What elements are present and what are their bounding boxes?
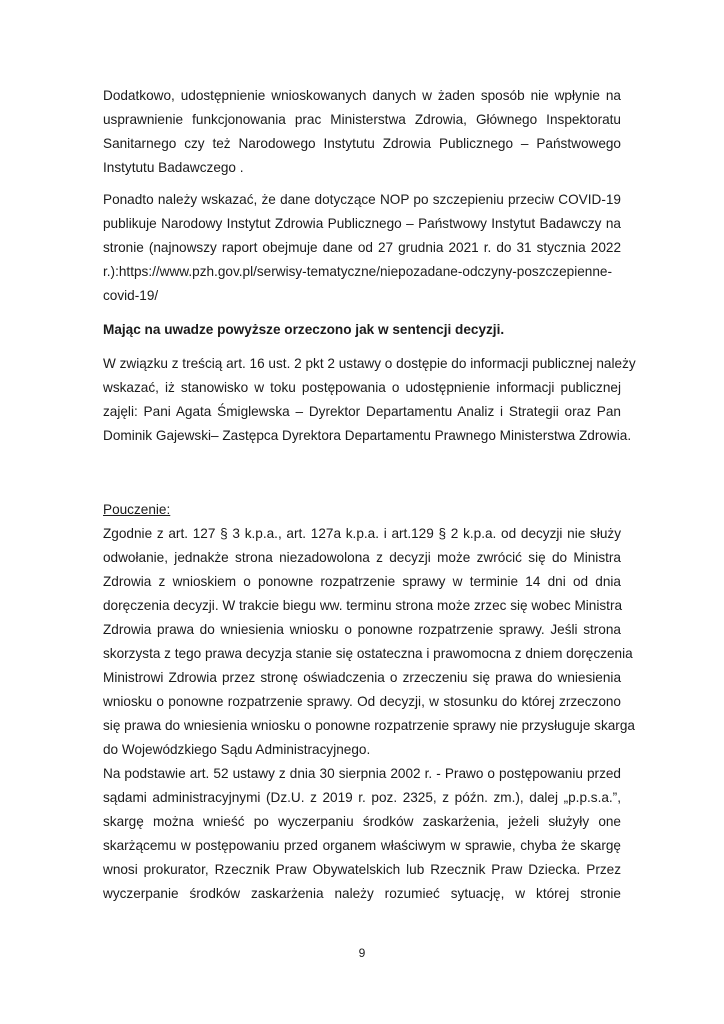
text-line: Na podstawie art. 52 ustawy z dnia 30 sierpnia 2002 r. - Prawo o postępowaniu przed	[103, 766, 621, 781]
text-line: wnosi prokurator, Rzecznik Praw Obywatelskich lub Rzecznik Praw Dziecka. Przez	[103, 862, 621, 877]
instruction-heading: Pouczenie:	[103, 502, 171, 517]
paragraph-nop-data	[103, 188, 621, 308]
paragraph-no-impact	[103, 84, 621, 180]
text-line: wniosku o ponowne rozpatrzenie sprawy. Od decyzji, w stosunku do której zrzeczono	[103, 694, 621, 709]
text-line: usprawnienie funkcjonowania prac Ministerstwa Zdrowia, Głównego Inspektoratu	[103, 112, 621, 127]
page-number: 9	[358, 946, 366, 960]
text-line: wskazać, iż stanowisko w toku postępowania o udostępnienie informacji publicznej	[103, 380, 621, 395]
text-line: zajęli: Pani Agata Śmiglewska – Dyrektor Departamentu Analiz i Strategii oraz Pan	[103, 404, 621, 419]
text-line: Ministrowi Zdrowia przez stronę oświadczenia o zrzeczeniu się prawa do wniesienia	[103, 670, 621, 685]
text-line: Instytutu Badawczego .	[103, 160, 244, 175]
text-line: sądami administracyjnymi (Dz.U. z 2019 r. poz. 2325, z późn. zm.), dalej „p.p.s.a.”,	[103, 790, 621, 805]
text-line: Sanitarnego czy też Narodowego Instytutu Zdrowia Publicznego – Państwowego	[103, 136, 621, 151]
text-line: do Wojewódzkiego Sądu Administracyjnego.	[103, 742, 371, 757]
text-line: Zdrowia z wnioskiem o ponowne rozpatrzenie sprawy w terminie 14 dni od dnia	[103, 574, 621, 589]
paragraph-court-complaint	[103, 762, 621, 906]
text-line: Dodatkowo, udostępnienie wnioskowanych danych w żaden sposób nie wpłynie na	[103, 88, 621, 103]
text-line: wyczerpanie środków zaskarżenia należy rozumieć sytuację, w której stronie	[103, 886, 621, 901]
text-line: Zgodnie z art. 127 § 3 k.p.a., art. 127a k.p.a. i art.129 § 2 k.p.a. od decyzji nie służy	[103, 526, 621, 541]
text-line: odwołanie, jednakże strona niezadowolona z decyzji może zwrócić się do Ministra	[103, 550, 621, 565]
text-line: skorzysta z tego prawa decyzja stanie się ostateczna i prawomocna z dniem doręczenia	[103, 646, 633, 661]
decision-statement: Mając na uwadze powyższe orzeczono jak w sentencji decyzji.	[103, 322, 505, 337]
text-line: Ponadto należy wskazać, że dane dotyczące NOP po szczepieniu przeciw COVID-19	[103, 192, 621, 207]
text-line-url: r.):https://www.pzh.gov.pl/serwisy-tematyczne/niepozadane-odczyny-poszczepienne-	[103, 264, 612, 279]
text-line-url: covid-19/	[103, 288, 159, 303]
text-line: się prawa do wniesienia wniosku o ponowne rozpatrzenie sprawy nie przysługuje skarga	[103, 718, 635, 733]
text-line: Dominik Gajewski– Zastępca Dyrektora Departamentu Prawnego Ministerstwa Zdrowia.	[103, 428, 632, 443]
text-line: skarżącemu w postępowaniu przed organem właściwym w sprawie, chyba że skargę	[103, 838, 621, 853]
page-body	[103, 84, 636, 906]
text-line: doręczenia decyzji. W trakcie biegu ww. terminu strona może zrzec się wobec Ministra	[103, 598, 623, 613]
paragraph-appeal-instructions	[103, 522, 635, 762]
text-line: W związku z treścią art. 16 ust. 2 pkt 2 ustawy o dostępie do informacji publicznej należy	[103, 356, 636, 371]
text-line: stronie (najnowszy raport obejmuje dane od 27 grudnia 2021 r. do 31 stycznia 2022	[103, 240, 621, 255]
paragraph-position-holders	[103, 352, 636, 448]
text-line: Zdrowia prawa do wniesienia wniosku o ponowne rozpatrzenie sprawy. Jeśli strona	[103, 622, 621, 637]
text-line: skargę można wnieść po wyczerpaniu środków zaskarżenia, jeżeli służyły one	[103, 814, 621, 829]
text-line: publikuje Narodowy Instytut Zdrowia Publicznego – Państwowy Instytut Badawczy na	[103, 216, 621, 231]
